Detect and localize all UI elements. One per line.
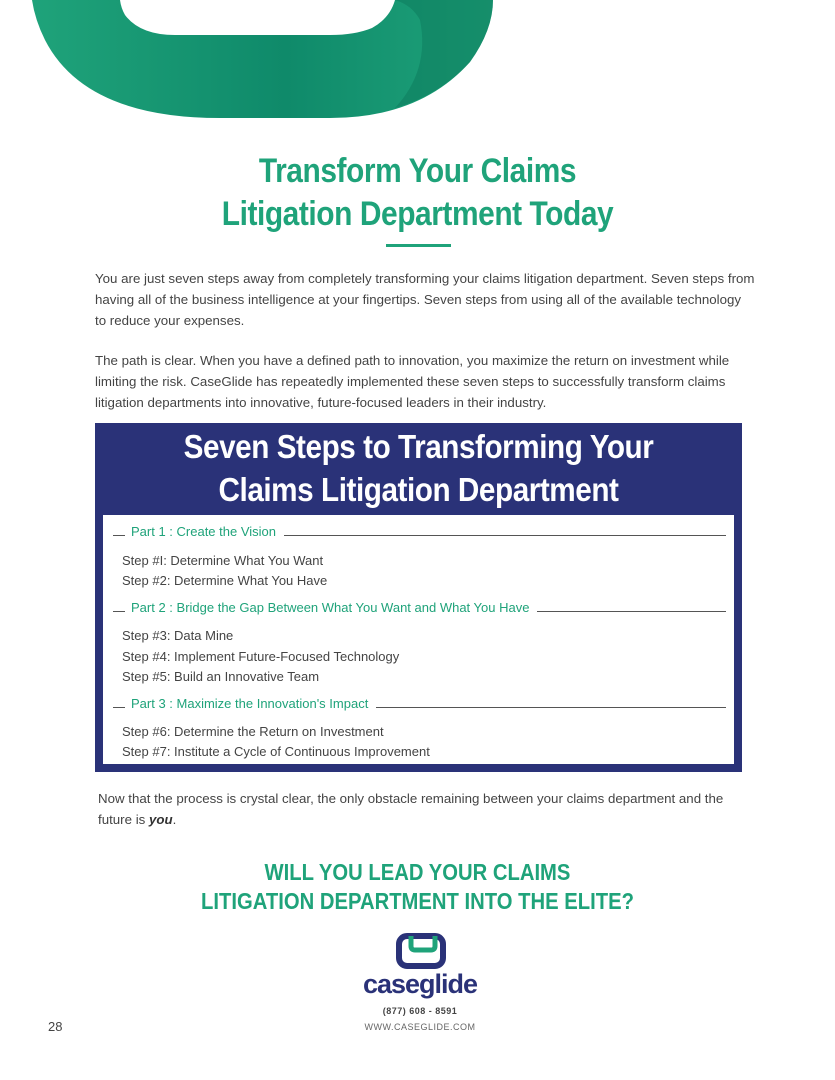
- cta-line-2: LITIGATION DEPARTMENT INTO THE ELITE?: [201, 888, 634, 914]
- part-3-header: [103, 695, 734, 715]
- steps-box-title-line-1: Seven Steps to Transforming Your: [183, 428, 654, 465]
- step-6: Step #6: Determine the Return on Investment: [122, 724, 384, 739]
- step-7: Step #7: Institute a Cycle of Continuous Improvement: [122, 744, 430, 759]
- closing-text: Now that the process is crystal clear, the only obstacle remaining between your claims department and the future is: [98, 791, 724, 827]
- caseglide-logo-icon: [395, 932, 449, 972]
- part-dash: [113, 611, 125, 612]
- steps-box-title-line-2: Claims Litigation Department: [218, 471, 619, 508]
- part-dash: [113, 707, 125, 708]
- intro-paragraph-1: You are just seven steps away from completely transforming your claims litigation department. Seven steps from having all of the business intelligence at your fingertips. Seven steps from using all of the available technology to reduce your expenses.: [95, 271, 755, 328]
- step-4: Step #4: Implement Future-Focused Technology: [122, 649, 400, 664]
- part-2-header: [103, 599, 734, 619]
- part-3-label: Part 3 : Maximize the Innovation's Impact: [131, 695, 376, 713]
- closing-paragraph: [98, 788, 748, 830]
- page-title: [50, 150, 785, 236]
- steps-box-title: [127, 425, 709, 511]
- step-5: Step #5: Build an Innovative Team: [122, 669, 320, 684]
- step-3: Step #3: Data Mine: [122, 628, 234, 643]
- step-1: Step #I: Determine What You Want: [122, 553, 324, 568]
- step-2: Step #2: Determine What You Have: [122, 573, 328, 588]
- phone-number: (877) 608 - 8591: [382, 1006, 458, 1016]
- caseglide-logo-text: caseglide: [362, 969, 478, 999]
- part-1-header: [103, 523, 734, 543]
- part-dash: [113, 535, 125, 536]
- title-underline: [386, 244, 451, 247]
- part-2-label: Part 2 : Bridge the Gap Between What You Want and What You Have: [131, 599, 537, 617]
- closing-emphasis: you: [149, 812, 173, 827]
- seven-steps-box: [95, 423, 742, 772]
- page-title-line-1: Transform Your Claims: [258, 152, 577, 190]
- part-1-label: Part 1 : Create the Vision: [131, 523, 284, 541]
- intro-paragraph-2: The path is clear. When you have a defined path to innovation, you maximize the return on investment while limiting the risk. CaseGlide has repeatedly implemented these seven steps to successfully transform claims litigation departments into innovative, future-focused leaders in their industry.: [95, 353, 730, 410]
- page-number: 28: [48, 1019, 63, 1034]
- call-to-action-heading: [50, 858, 785, 916]
- decorative-loop-shape: [0, 0, 835, 125]
- steps-list: [103, 515, 734, 764]
- page-title-line-2: Litigation Department Today: [221, 195, 614, 233]
- website-url: WWW.CASEGLIDE.COM: [364, 1022, 476, 1032]
- cta-line-1: WILL YOU LEAD YOUR CLAIMS: [264, 859, 571, 885]
- closing-end: .: [172, 812, 177, 827]
